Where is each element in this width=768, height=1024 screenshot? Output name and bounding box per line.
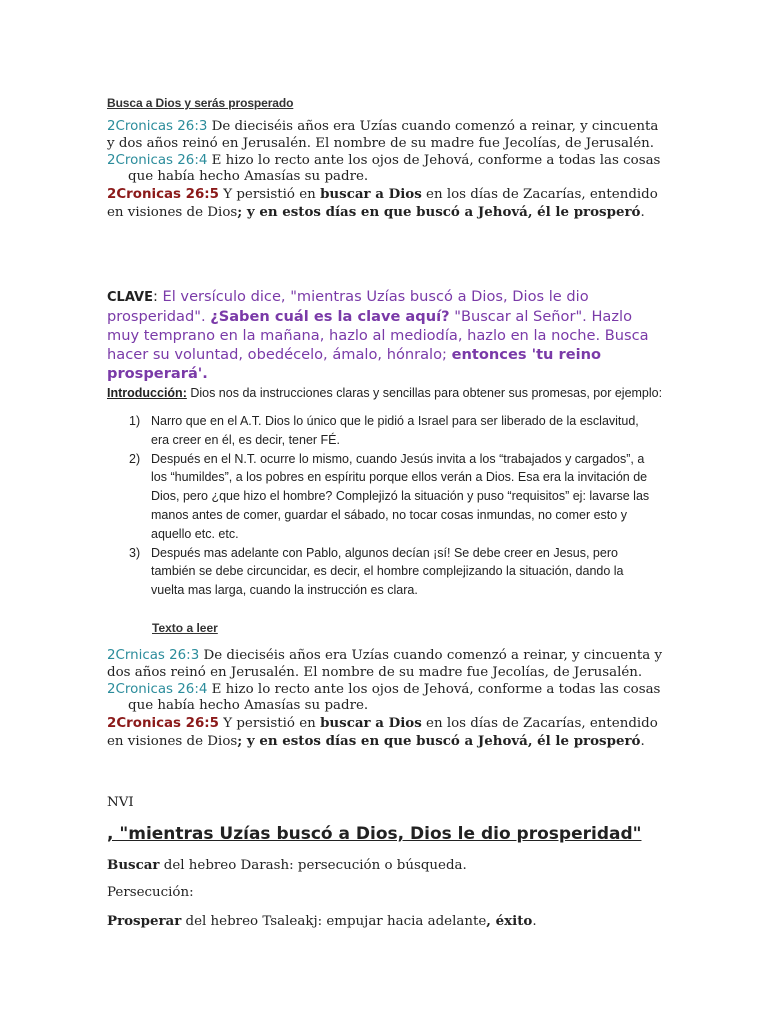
verse-emphasis: buscar a Dios	[320, 186, 422, 203]
list-item	[107, 412, 657, 450]
verse-text: De dieciséis años era Uzías cuando comenzó a reinar, y cincuenta y dos años reinó en Jerusalén. El nombre de su madre fue Jecolías, de Jerusalén.	[107, 648, 663, 680]
definition-emphasis: , éxito	[486, 913, 533, 929]
verse-text: E hizo lo recto ante los ojos de Jehová, conforme a todas las cosas que había hecho Amasías su padre.	[128, 152, 661, 185]
verse-26-4	[107, 153, 667, 187]
verse-26-5	[107, 715, 667, 751]
definition-term: Buscar	[107, 857, 160, 873]
intro-label: Introducción:	[107, 386, 187, 400]
document-title: Busca a Dios y serás prosperado	[107, 96, 294, 110]
clave-colon: :	[152, 288, 163, 305]
clave-text: "Buscar al Señor". Hazlo muy temprano en la mañana, hazlo al mediodía, hazlo en la noche. Busca hacer su voluntad, obedécelo, ámalo, hónralo;	[107, 308, 649, 363]
clave-question: ¿Saben cuál es la clave aquí?	[210, 308, 450, 325]
verse-ref: 2Crnicas 26:3	[107, 648, 200, 663]
points-list-container	[107, 412, 657, 600]
verse-ref: 2Cronicas 26:4	[107, 681, 208, 697]
verse-emphasis: buscar a Dios	[320, 715, 422, 732]
verse-ref: 2Cronicas 26:3	[107, 119, 208, 134]
clave-paragraph	[107, 287, 667, 383]
verse-ref: 2Cronicas 26:4	[107, 152, 208, 168]
list-number: 3)	[129, 545, 141, 560]
verse-emphasis: ; y en estos días en que buscó a Jehová, él le prosperó	[237, 732, 641, 749]
nvi-label: NVI	[107, 795, 134, 810]
verse-ref: 2Cronicas 26:5	[107, 716, 219, 732]
verse-emphasis: ; y en estos días en que buscó a Jehová, él le prosperó	[237, 203, 641, 220]
definition-term: Prosperar	[107, 913, 182, 929]
intro-paragraph	[107, 385, 677, 401]
list-item	[107, 450, 657, 544]
verse-text: E hizo lo recto ante los ojos de Jehová, conforme a todas las cosas que había hecho Amasías su padre.	[128, 681, 661, 714]
verse-text: en los días de Zacarías, entendido en visiones de Dios	[107, 187, 658, 220]
list-item	[107, 544, 657, 600]
verse-26-3	[107, 119, 667, 153]
definition-text: del hebreo Tsaleakj: empujar hacia adelante	[181, 914, 487, 929]
verse-ref: 2Cronicas 26:5	[107, 187, 219, 203]
list-text: Después en el N.T. ocurre lo mismo, cuando Jesús invita a los “trabajados y cargados”, a los “humildes”, a los pobres en espíritu porque ellos verán a Dios. Esa era la invitación de Dios, pero ¿que hizo el hombre? Complejizó la situación y puso “requisitos” ej: lavarse las manos antes de comer, guardar el sábado, no tocar cosas inmundas, no comer esto y aquello etc. etc.	[151, 451, 650, 541]
verse-26-5	[107, 186, 667, 222]
key-quote: , "mientras Uzías buscó a Dios, Dios le dio prosperidad"	[107, 824, 642, 844]
verse-block-first	[107, 119, 667, 222]
verse-text: .	[640, 204, 645, 220]
definition-text: del hebreo Darash: persecución o búsqueda.	[159, 858, 467, 873]
list-number: 1)	[129, 414, 141, 428]
list-text: Después mas adelante con Pablo, algunos decían ¡sí! Se debe creer en Jesus, pero también se debe circuncidar, es decir, el hombre complejizando la situación, dando la vuelta mas larga, cuando la instrucción es clara.	[151, 545, 624, 598]
definition-text: .	[532, 914, 537, 929]
verse-block-second	[107, 648, 667, 751]
clave-conclusion: entonces 'tu reino prosperará'.	[107, 346, 602, 382]
clave-text: El versículo dice, "mientras Uzías buscó a Dios, Dios le dio prosperidad".	[107, 288, 589, 325]
verse-text: De dieciséis años era Uzías cuando comenzó a reinar, y cincuenta y dos años reinó en Jerusalén. El nombre de su madre fue Jecolías, de Jerusalén.	[107, 119, 659, 151]
verse-text: Y persistió en	[218, 187, 321, 203]
list-number: 2)	[129, 451, 141, 466]
texto-heading: Texto a leer	[152, 621, 218, 635]
verse-text: en los días de Zacarías, entendido en visiones de Dios	[107, 716, 658, 749]
points-list	[107, 412, 657, 600]
verse-text: Y persistió en	[218, 716, 321, 732]
prosperar-definition	[107, 913, 667, 929]
persecucion-label: Persecución:	[107, 885, 194, 900]
verse-26-3	[107, 648, 667, 682]
list-text: Narro que en el A.T. Dios lo único que le pidió a Israel para ser liberado de la esclavitud, era creer en él, es decir, tener FÉ.	[151, 414, 639, 447]
verse-text: .	[640, 733, 645, 749]
verse-26-4	[107, 682, 667, 716]
buscar-definition	[107, 857, 667, 873]
clave-label: CLAVE	[107, 290, 153, 305]
intro-text: Dios nos da instrucciones claras y sencillas para obtener sus promesas, por ejemplo:	[186, 386, 663, 400]
